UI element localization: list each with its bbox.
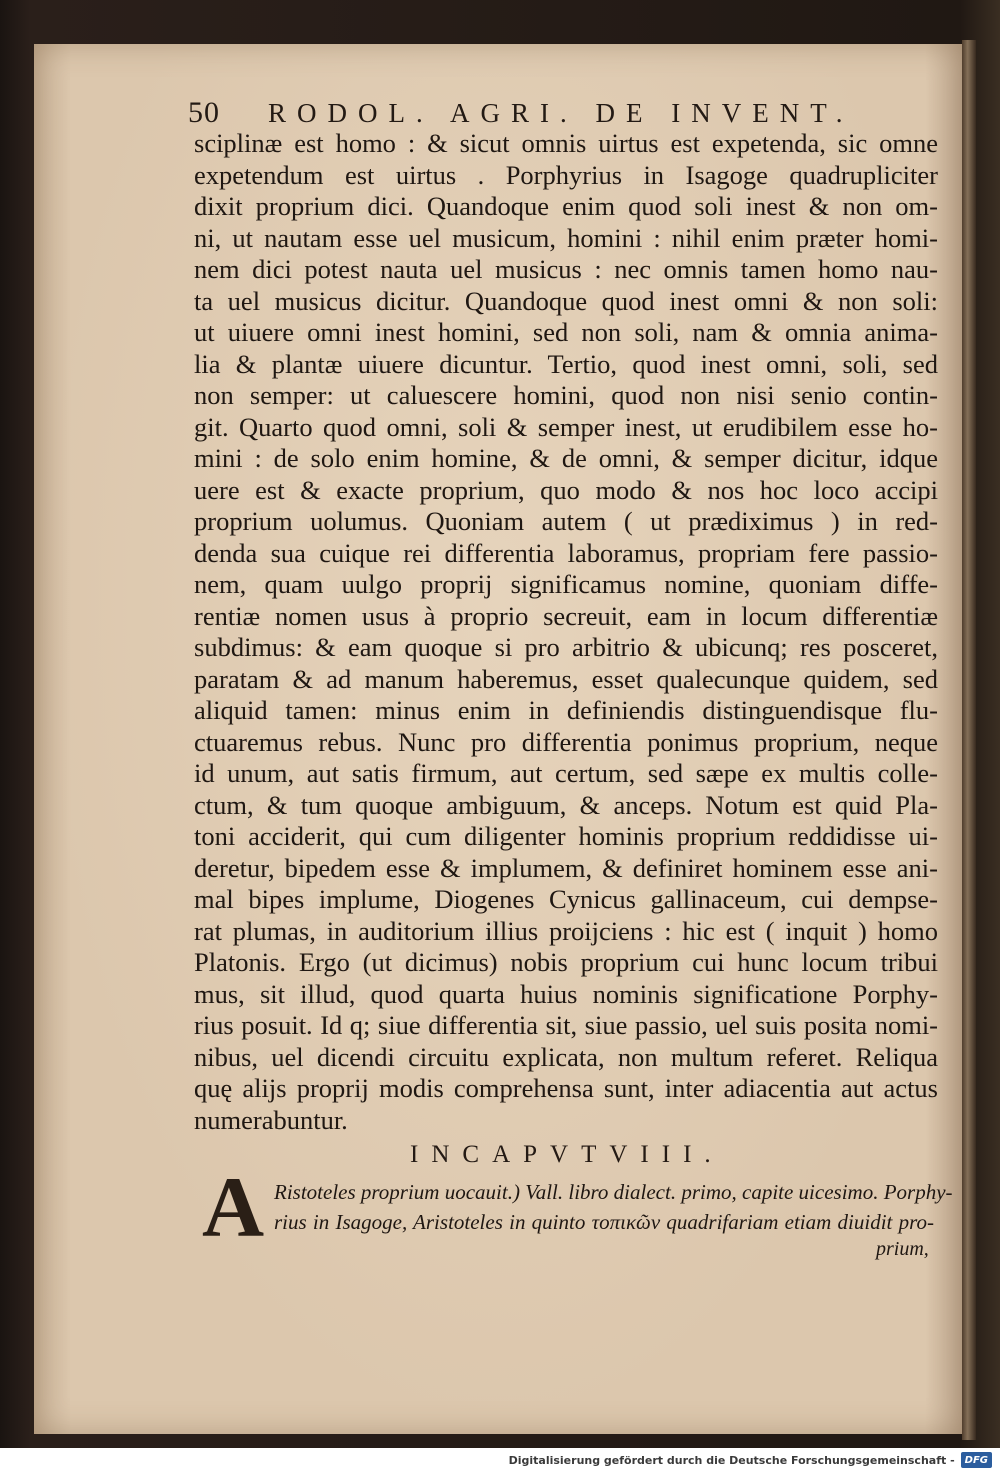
chapter-word: VIII. <box>609 1141 724 1168</box>
text-line: ctum, & tum quoque ambiguum, & anceps. Notum est quid Pla- <box>194 789 938 820</box>
text-line: expetendum est uirtus . Porphyrius in Isagoge quadrupliciter <box>194 159 938 190</box>
text-line: rentiæ nomen usus à proprio secreuit, eam in locum differentiæ <box>194 600 938 631</box>
text-line: ni, ut nautam esse uel musicum, homini : nihil enim præter homi- <box>194 222 938 253</box>
text-line: ctuaremus rebus. Nunc pro differentia ponimus proprium, neque <box>194 726 938 757</box>
text-line: mini : de solo enim homine, & de omni, & semper dicitur, idque <box>194 443 938 473</box>
text-line: ut uiuere omni inest homini, sed non soli, nam & omnia anima- <box>194 317 938 347</box>
text-line: aliquid tamen: minus enim in definiendis distinguendisque flu- <box>194 695 938 725</box>
text-line: subdimus: & eam quoque si pro arbitrio & ubicunq; res posceret, <box>194 632 938 662</box>
text-line: proprium uolumus. Quoniam autem ( ut prædiximus ) in red- <box>194 506 938 536</box>
text-line: toni acciderit, qui cum diligenter hominis proprium reddidisse ui- <box>194 821 938 851</box>
text-line: nem dici potest nauta uel musicus : nec omnis tamen homo nau- <box>194 254 938 284</box>
annotation-line: prium, <box>876 1238 929 1260</box>
chapter-word: IN <box>410 1141 463 1168</box>
text-line: nem, quam uulgo proprij significamus nomine, quoniam diffe- <box>194 569 938 599</box>
chapter-word: CAPVT <box>462 1141 610 1168</box>
text-line: uere est & exacte proprium, quo modo & nos hoc loco accipi <box>194 474 938 505</box>
text-line: denda sua cuique rei differentia laboramus, propriam fere passio- <box>194 537 938 568</box>
text-line: id unum, aut satis firmum, aut certum, sed sæpe ex multis colle- <box>194 758 938 788</box>
text-line: deretur, bipedem esse & implumem, & definiret hominem esse ani- <box>194 852 938 883</box>
text-line: sciplinæ est homo : & sicut omnis uirtus est expetenda, sic omne <box>194 128 938 158</box>
text-line: non semper: ut caluescere homini, quod non nisi senio contin- <box>194 380 938 410</box>
text-line: git. Quarto quod omni, soli & semper inest, ut erudibilem esse ho- <box>194 411 938 442</box>
text-line: paratam & ad manum haberemus, esset qualecunque quidem, sed <box>194 663 938 694</box>
text-line: ta uel musicus dicitur. Quandoque quod inest omni & non soli: <box>194 285 938 316</box>
dfg-logo: DFG <box>961 1452 992 1468</box>
running-title: RODOL. AGRI. DE INVENT. <box>268 98 854 128</box>
chapter-heading <box>410 1141 724 1169</box>
body-text <box>194 128 938 1136</box>
footer-credit: Digitalisierung gefördert durch die Deutsche Forschungsgemeinschaft - <box>508 1453 955 1467</box>
text-line: rat plumas, in auditorium illius proijciens : hic est ( inquit ) homo <box>194 915 938 946</box>
text-line: rius posuit. Id q; siue differentia sit, siue passio, uel suis posita nomi- <box>194 1010 938 1040</box>
page-edge <box>962 40 976 1440</box>
text-line: mus, sit illud, quod quarta huius nominis significatione Porphy- <box>194 978 938 1009</box>
text-line: lia & plantæ uiuere dicuntur. Tertio, quod inest omni, soli, sed <box>194 348 938 379</box>
text-line: mal bipes implume, Diogenes Cynicus gallinaceum, cui dempse- <box>194 884 938 914</box>
text-line: nibus, uel dicendi circuitu explicata, non multum referet. Reliqua <box>194 1041 938 1072</box>
footer-bar <box>0 1448 1000 1472</box>
text-line: numerabuntur. <box>194 1104 348 1135</box>
annotation-line: Ristoteles proprium uocauit.) Vall. libro dialect. primo, capite uicesimo. Porphy- <box>274 1180 953 1204</box>
annotation-line: rius in Isagoge, Aristoteles in quinto τοπικῶν quadrifariam etiam diuidit pro- <box>274 1210 934 1234</box>
annotation-block <box>196 1159 953 1260</box>
page-number: 50 <box>188 96 220 129</box>
text-line: Platonis. Ergo (ut dicimus) nobis proprium cui hunc locum tribui <box>194 947 938 977</box>
text-line: dixit proprium dici. Quandoque enim quod soli inest & non om- <box>194 191 938 221</box>
text-line: quę alijs proprij modis comprehensa sunt, inter adiacentia aut actus <box>194 1073 938 1103</box>
decorated-initial: A <box>202 1159 265 1255</box>
